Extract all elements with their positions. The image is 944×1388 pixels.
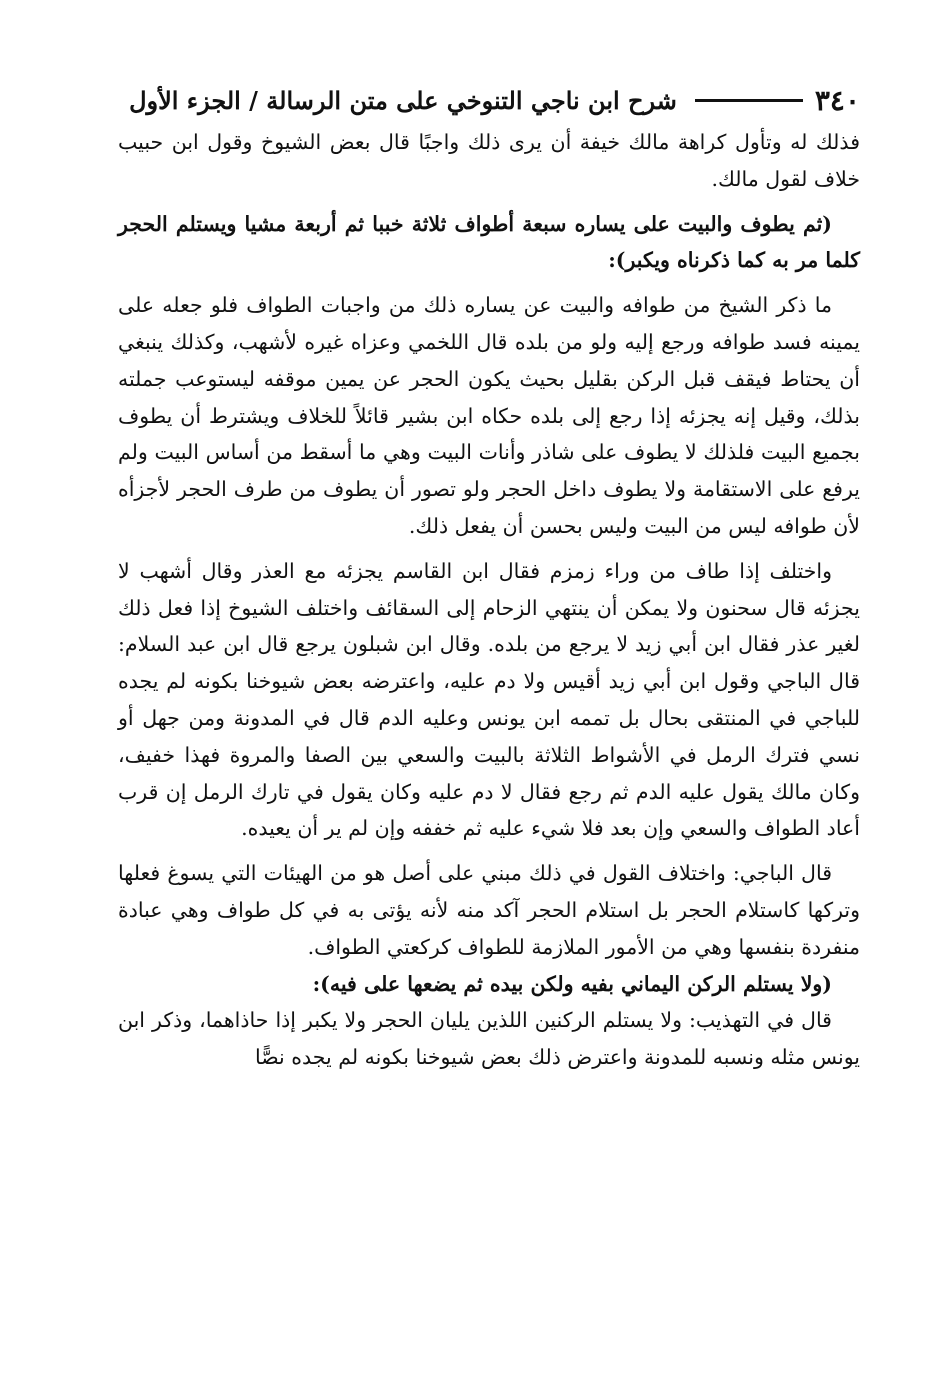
commentary-paragraph: واختلف إذا طاف من وراء زمزم فقال ابن القاسم يجزئه مع العذر وقال أشهب لا يجزئه قال سحنون ولا يمكن أن ينتهي الزحام إلى السقائف واختلف الشيوخ إذا فعل ذلك لغير عذر فقال ابن أبي زيد لا يرجع من بلده. وقال ابن شبلون يرجع قال ابن عبد السلام: قال الباجي وقول ابن أبي زيد أقيس ولا دم عليه، واعترضه بعض شيوخنا بكونه لم يجده للباجي في المنتقى بحال بل تممه ابن يونس وعليه الدم قال في المدونة ومن جهل أو نسي فترك الرمل في الأشواط الثلاثة بالبيت والسعي بين الصفا والمروة فهذا خفيف، وكان مالك يقول عليه الدم ثم رجع فقال لا دم عليه وكان يقول في تارك الرمل إن قرب أعاد الطواف والسعي وإن بعد فلا شيء عليه ثم خففه وإن لم ير أن يعيده.: [118, 558, 860, 841]
commentary-paragraph: ما ذكر الشيخ من طوافه والبيت عن يساره ذلك من واجبات الطواف فلو جعله على يمينه فسد طوافه ورجع إليه ولو من بلده قال اللخمي وعزاه غيره لأشهب، وكذلك ينبغي أن يحتاط فيقف قبل الركن بقليل بحيث يكون الحجر عن يمين موقفه ليستوعب جملته بذلك، وقيل إنه يجزئه إذا رجع إلى بلده حكاه ابن بشير قائلاً للخلاف ويشترط أن يطوف بجميع البيت فلذلك لا يطوف على شاذر وأنات البيت وهي ما أسقط من أساس البيت ولم يرفع على الاستقامة ولا يطوف داخل الحجر ولو تصور أن يطوف من طرف الحجر لأجزأه لأن طوافه ليس من البيت وليس بحسن أن يفعل ذلك.: [118, 293, 860, 538]
running-title: شرح ابن ناجي التنوخي على متن الرسالة / الجزء الأول: [129, 85, 677, 115]
matn-quote: (ثم يطوف والبيت على يساره سبعة أطواف ثلاثة خببا ثم أربعة مشيا ويستلم الحجر كلما مر به كما ذكرناه ويكبر):: [118, 211, 860, 273]
commentary-paragraph: قال الباجي: واختلاف القول في ذلك مبني على أصل هو من الهيئات التي يسوغ فعلها وتركها كاستلام الحجر بل استلام الحجر آكد منه لأنه يؤتى به في كل طواف وهي عبادة منفردة بنفسها وهي من الأمور الملازمة للطواف كركعتي الطواف.: [118, 861, 860, 959]
page-header: [118, 78, 860, 122]
matn-quote: (ولا يستلم الركن اليماني بفيه ولكن بيده ثم يضعها على فيه):: [312, 971, 832, 996]
paragraph-continuation: فذلك له وتأول كراهة مالك خيفة أن يرى ذلك واجبًا قال بعض الشيوخ وقول ابن حبيب خلاف لقول مالك.: [118, 130, 860, 191]
page-body: [118, 124, 860, 1076]
page-number: ٣٤٠: [814, 83, 860, 117]
commentary-paragraph: قال في التهذيب: ولا يستلم الركنين اللذين يليان الحجر ولا يكبر إذا حاذاهما، وذكر ابن يونس مثله ونسبه للمدونة واعترض ذلك بعض شيوخنا بكونه لم يجده نصًّا: [118, 1008, 860, 1070]
header-rule: [695, 99, 803, 102]
